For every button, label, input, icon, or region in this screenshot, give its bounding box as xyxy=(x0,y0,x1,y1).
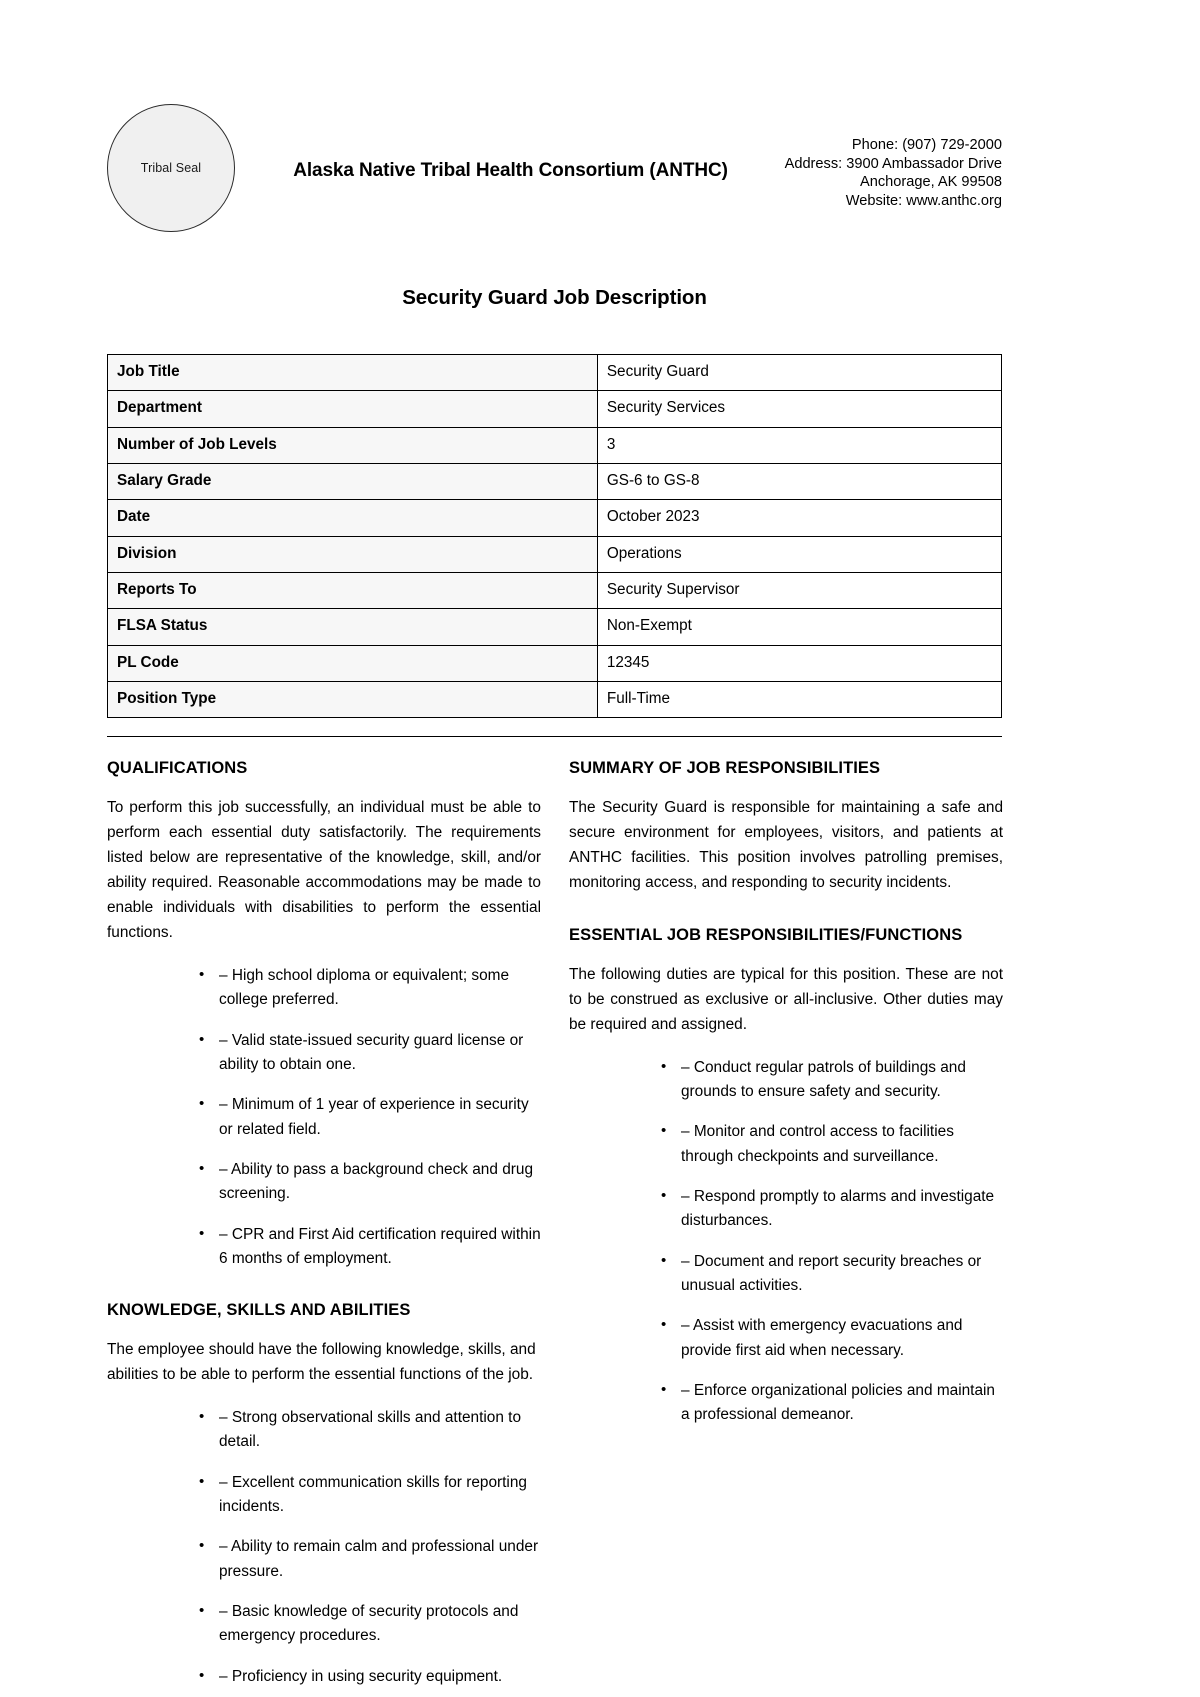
job-info-table-body xyxy=(108,355,1002,718)
page-content xyxy=(107,0,1002,1689)
list-item: • – Conduct regular patrols of buildings and grounds to ensure safety and security. xyxy=(661,1056,1003,1105)
list-item: • – Ability to pass a background check and drug screening. xyxy=(199,1158,541,1207)
table-cell-value: Security Services xyxy=(597,391,1001,427)
organization-title: Alaska Native Tribal Health Consortium (ANTHC) xyxy=(293,160,728,181)
table-cell-label: Department xyxy=(108,391,598,427)
table-row xyxy=(108,500,1002,536)
list-item: • – Valid state-issued security guard license or ability to obtain one. xyxy=(199,1029,541,1078)
list-item: • – Assist with emergency evacuations and provide first aid when necessary. xyxy=(661,1314,1003,1363)
right-column xyxy=(569,759,1003,1688)
seal-container xyxy=(107,104,257,232)
essential-functions-heading: ESSENTIAL JOB RESPONSIBILITIES/FUNCTIONS xyxy=(569,926,963,945)
table-cell-label: FLSA Status xyxy=(108,609,598,645)
table-cell-value: Security Supervisor xyxy=(597,573,1001,609)
list-item: • – CPR and First Aid certification required within 6 months of employment. xyxy=(199,1223,541,1272)
table-cell-label: Date xyxy=(108,500,598,536)
table-cell-value: 3 xyxy=(597,427,1001,463)
essential-functions-list xyxy=(569,1056,1003,1428)
knowledge-skills-abilities-heading: KNOWLEDGE, SKILLS AND ABILITIES xyxy=(107,1301,411,1320)
contact-address: Address: 3900 Ambassador Drive xyxy=(784,155,1002,172)
table-cell-value: GS-6 to GS-8 xyxy=(597,464,1001,500)
table-cell-value: Non-Exempt xyxy=(597,609,1001,645)
list-item: • – Monitor and control access to facilities through checkpoints and surveillance. xyxy=(661,1120,1003,1169)
contact-city-state-zip: Anchorage, AK 99508 xyxy=(860,174,1002,191)
qualifications-list xyxy=(107,964,541,1271)
table-row xyxy=(108,464,1002,500)
organization-title-container xyxy=(257,104,762,182)
summary-heading: SUMMARY OF JOB RESPONSIBILITIES xyxy=(569,759,881,778)
knowledge-skills-abilities-list xyxy=(107,1406,541,1689)
list-item: • – Respond promptly to alarms and investigate disturbances. xyxy=(661,1185,1003,1234)
table-cell-label: Position Type xyxy=(108,682,598,718)
list-item: • – Document and report security breaches or unusual activities. xyxy=(661,1250,1003,1299)
contact-website: Website: www.anthc.org xyxy=(845,192,1002,209)
list-item: • – Strong observational skills and attention to detail. xyxy=(199,1406,541,1455)
table-cell-value: 12345 xyxy=(597,645,1001,681)
table-cell-label: Salary Grade xyxy=(108,464,598,500)
job-info-table xyxy=(107,354,1002,718)
list-item: • – Proficiency in using security equipment. xyxy=(199,1665,541,1689)
list-item: • – Basic knowledge of security protocols and emergency procedures. xyxy=(199,1600,541,1649)
summary-paragraph: The Security Guard is responsible for maintaining a safe and secure environment for employees, visitors, and patients at ANTHC facilities. This position involves patrolling premises, monitoring access, and responding to security incidents. xyxy=(569,799,1003,892)
list-item: • – Excellent communication skills for reporting incidents. xyxy=(199,1471,541,1520)
list-item: • – Enforce organizational policies and maintain a professional demeanor. xyxy=(661,1379,1003,1428)
table-cell-label: Reports To xyxy=(108,573,598,609)
table-cell-value: Security Guard xyxy=(597,355,1001,391)
list-item: • – Minimum of 1 year of experience in security or related field. xyxy=(199,1093,541,1142)
table-cell-value: Full-Time xyxy=(597,682,1001,718)
page-title: Security Guard Job Description xyxy=(402,286,707,309)
content-columns xyxy=(107,759,1002,1688)
contact-phone: Phone: (907) 729-2000 xyxy=(851,137,1002,153)
tribal-seal-label: Tribal Seal xyxy=(140,161,202,175)
tribal-seal-icon xyxy=(107,104,235,232)
table-cell-label: Job Title xyxy=(108,355,598,391)
qualifications-heading: QUALIFICATIONS xyxy=(107,759,248,778)
table-row xyxy=(108,427,1002,463)
table-cell-value: October 2023 xyxy=(597,500,1001,536)
document-header xyxy=(107,0,1002,240)
list-item: • – Ability to remain calm and professional under pressure. xyxy=(199,1535,541,1584)
table-row xyxy=(108,609,1002,645)
qualifications-paragraph: To perform this job successfully, an individual must be able to perform each essential duty satisfactorily. The requirements listed below are representative of the knowledge, skill, and/or ability required. Reasonable accommodations may be made to enable individuals with disabilities to perform the essential functions. xyxy=(107,799,541,941)
left-column xyxy=(107,759,541,1688)
table-cell-value: Operations xyxy=(597,536,1001,572)
table-row xyxy=(108,536,1002,572)
knowledge-skills-abilities-paragraph: The employee should have the following knowledge, skills, and abilities to be able to perform the essential functions of the job. xyxy=(107,1341,536,1383)
table-row xyxy=(108,355,1002,391)
essential-functions-paragraph: The following duties are typical for this position. These are not to be construed as exclusive or all-inclusive. Other duties may be required and assigned. xyxy=(569,965,1003,1033)
table-cell-label: Number of Job Levels xyxy=(108,427,598,463)
list-item: • – High school diploma or equivalent; some college preferred. xyxy=(199,964,541,1013)
table-row xyxy=(108,391,1002,427)
table-row xyxy=(108,645,1002,681)
table-cell-label: Division xyxy=(108,536,598,572)
contact-block xyxy=(762,104,1002,210)
table-cell-label: PL Code xyxy=(108,645,598,681)
table-row xyxy=(108,682,1002,718)
section-divider xyxy=(107,736,1002,737)
table-row xyxy=(108,573,1002,609)
